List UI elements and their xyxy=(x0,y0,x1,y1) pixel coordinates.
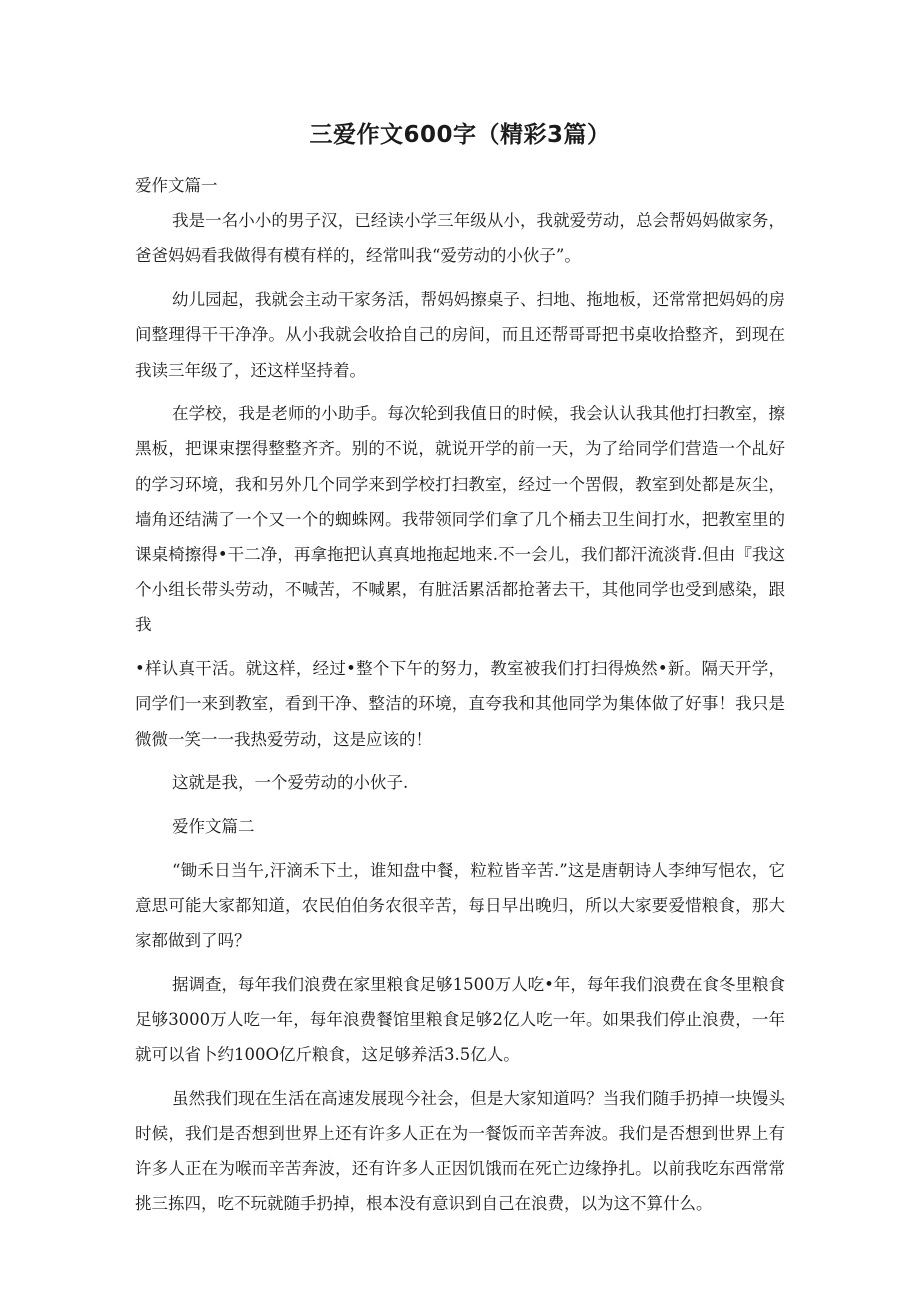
paragraph: 我是一名小小的男子汉，已经读小学三年级从小，我就爱劳动，总会帮妈妈做家务，爸爸妈妈看我做得有模有样的，经常叫我“爱劳动的小伙子”。 xyxy=(135,211,785,266)
paragraph: 虽然我们现在生活在高速发展现今社会，但是大家知道吗？当我们随手扔掉一块馒头时候，我们是否想到世界上还有许多人正在为一餐饭而辛苦奔波。我们是否想到世界上有许多人正在为喉而辛苦奔波，还有许多人正因饥饿而在死亡边缘挣扎。以前我吃东西常常挑三拣四，吃不玩就随手扔掉，根本没有意识到自己在浪费，以为这不算什么。 xyxy=(135,1088,785,1214)
paragraph: 这就是我，一个爱劳动的小伙子. xyxy=(172,773,409,793)
section-heading-2: 爱作文篇二 xyxy=(172,816,255,836)
section-heading-1: 爱作文篇一 xyxy=(135,176,218,195)
paragraph: 幼儿园起，我就会主动干家务活，帮妈妈擦桌子、扫地、拖地板，还常常把妈妈的房间整理得干干净净。从小我就会收拾自己的房间，而且还帮哥哥把书桌收拾整齐，到现在我读三年级了，还这样坚持着。 xyxy=(135,290,785,380)
paragraph: “锄禾日当午,汗滴禾下土，谁知盘中餐，粒粒皆辛苦.”这是唐朝诗人李绅写悒农，它意思可能大家都知道，农民伯伯务农很辛苦，每日早出晚归，所以大家要爱惜粮食，那大家都做到了吗？ xyxy=(135,860,785,951)
page-title: 三爱作文600字（精彩3篇） xyxy=(309,122,611,148)
paragraph: 据调查，每年我们浪费在家里粮食足够1500万人吃•年，每年我们浪费在食冬里粮食足够3000万人吃一年，每年浪费餐馆里粮食足够2亿人吃一年。如果我们停止浪费，一年就可以省卜约100O亿斤粮食，这足够养活3.5亿人。 xyxy=(135,974,785,1065)
paragraph: 在学校，我是老师的小助手。每次轮到我值日的时候，我会认认我其他打扫教室，擦黑板，把课束摆得整整齐齐。别的不说，就说开学的前一天，为了给同学们营造一个乩好的学习环境，我和另外几个同学来到学校打扫教室，经过一个罟假，教室到处都是灰尘，墙角还结满了一个又一个的蜘蛛网。我带领同学们拿了几个桶去卫生间打水，把教室里的课桌椅擦得•干二净，再拿拖把认真真地拖起地来.不一会儿，我们都汗流淡背.但由『我这个小组长带头劳动，不喊苦，不喊累，有脏活累活都抢著去干，其他同学也受到感染，跟我 xyxy=(135,404,785,635)
paragraph-continuation: •样认真干活。就这样，经过•整个下午的努力，教室被我们打扫得焕然•新。隔天开学，同学们一来到教室，看到干净、整洁的环境，直夸我和其他同学为集体做了好事！我只是微微一笑一一我热爱劳动，这是应该的！ xyxy=(135,659,785,749)
article-body xyxy=(135,168,785,1222)
